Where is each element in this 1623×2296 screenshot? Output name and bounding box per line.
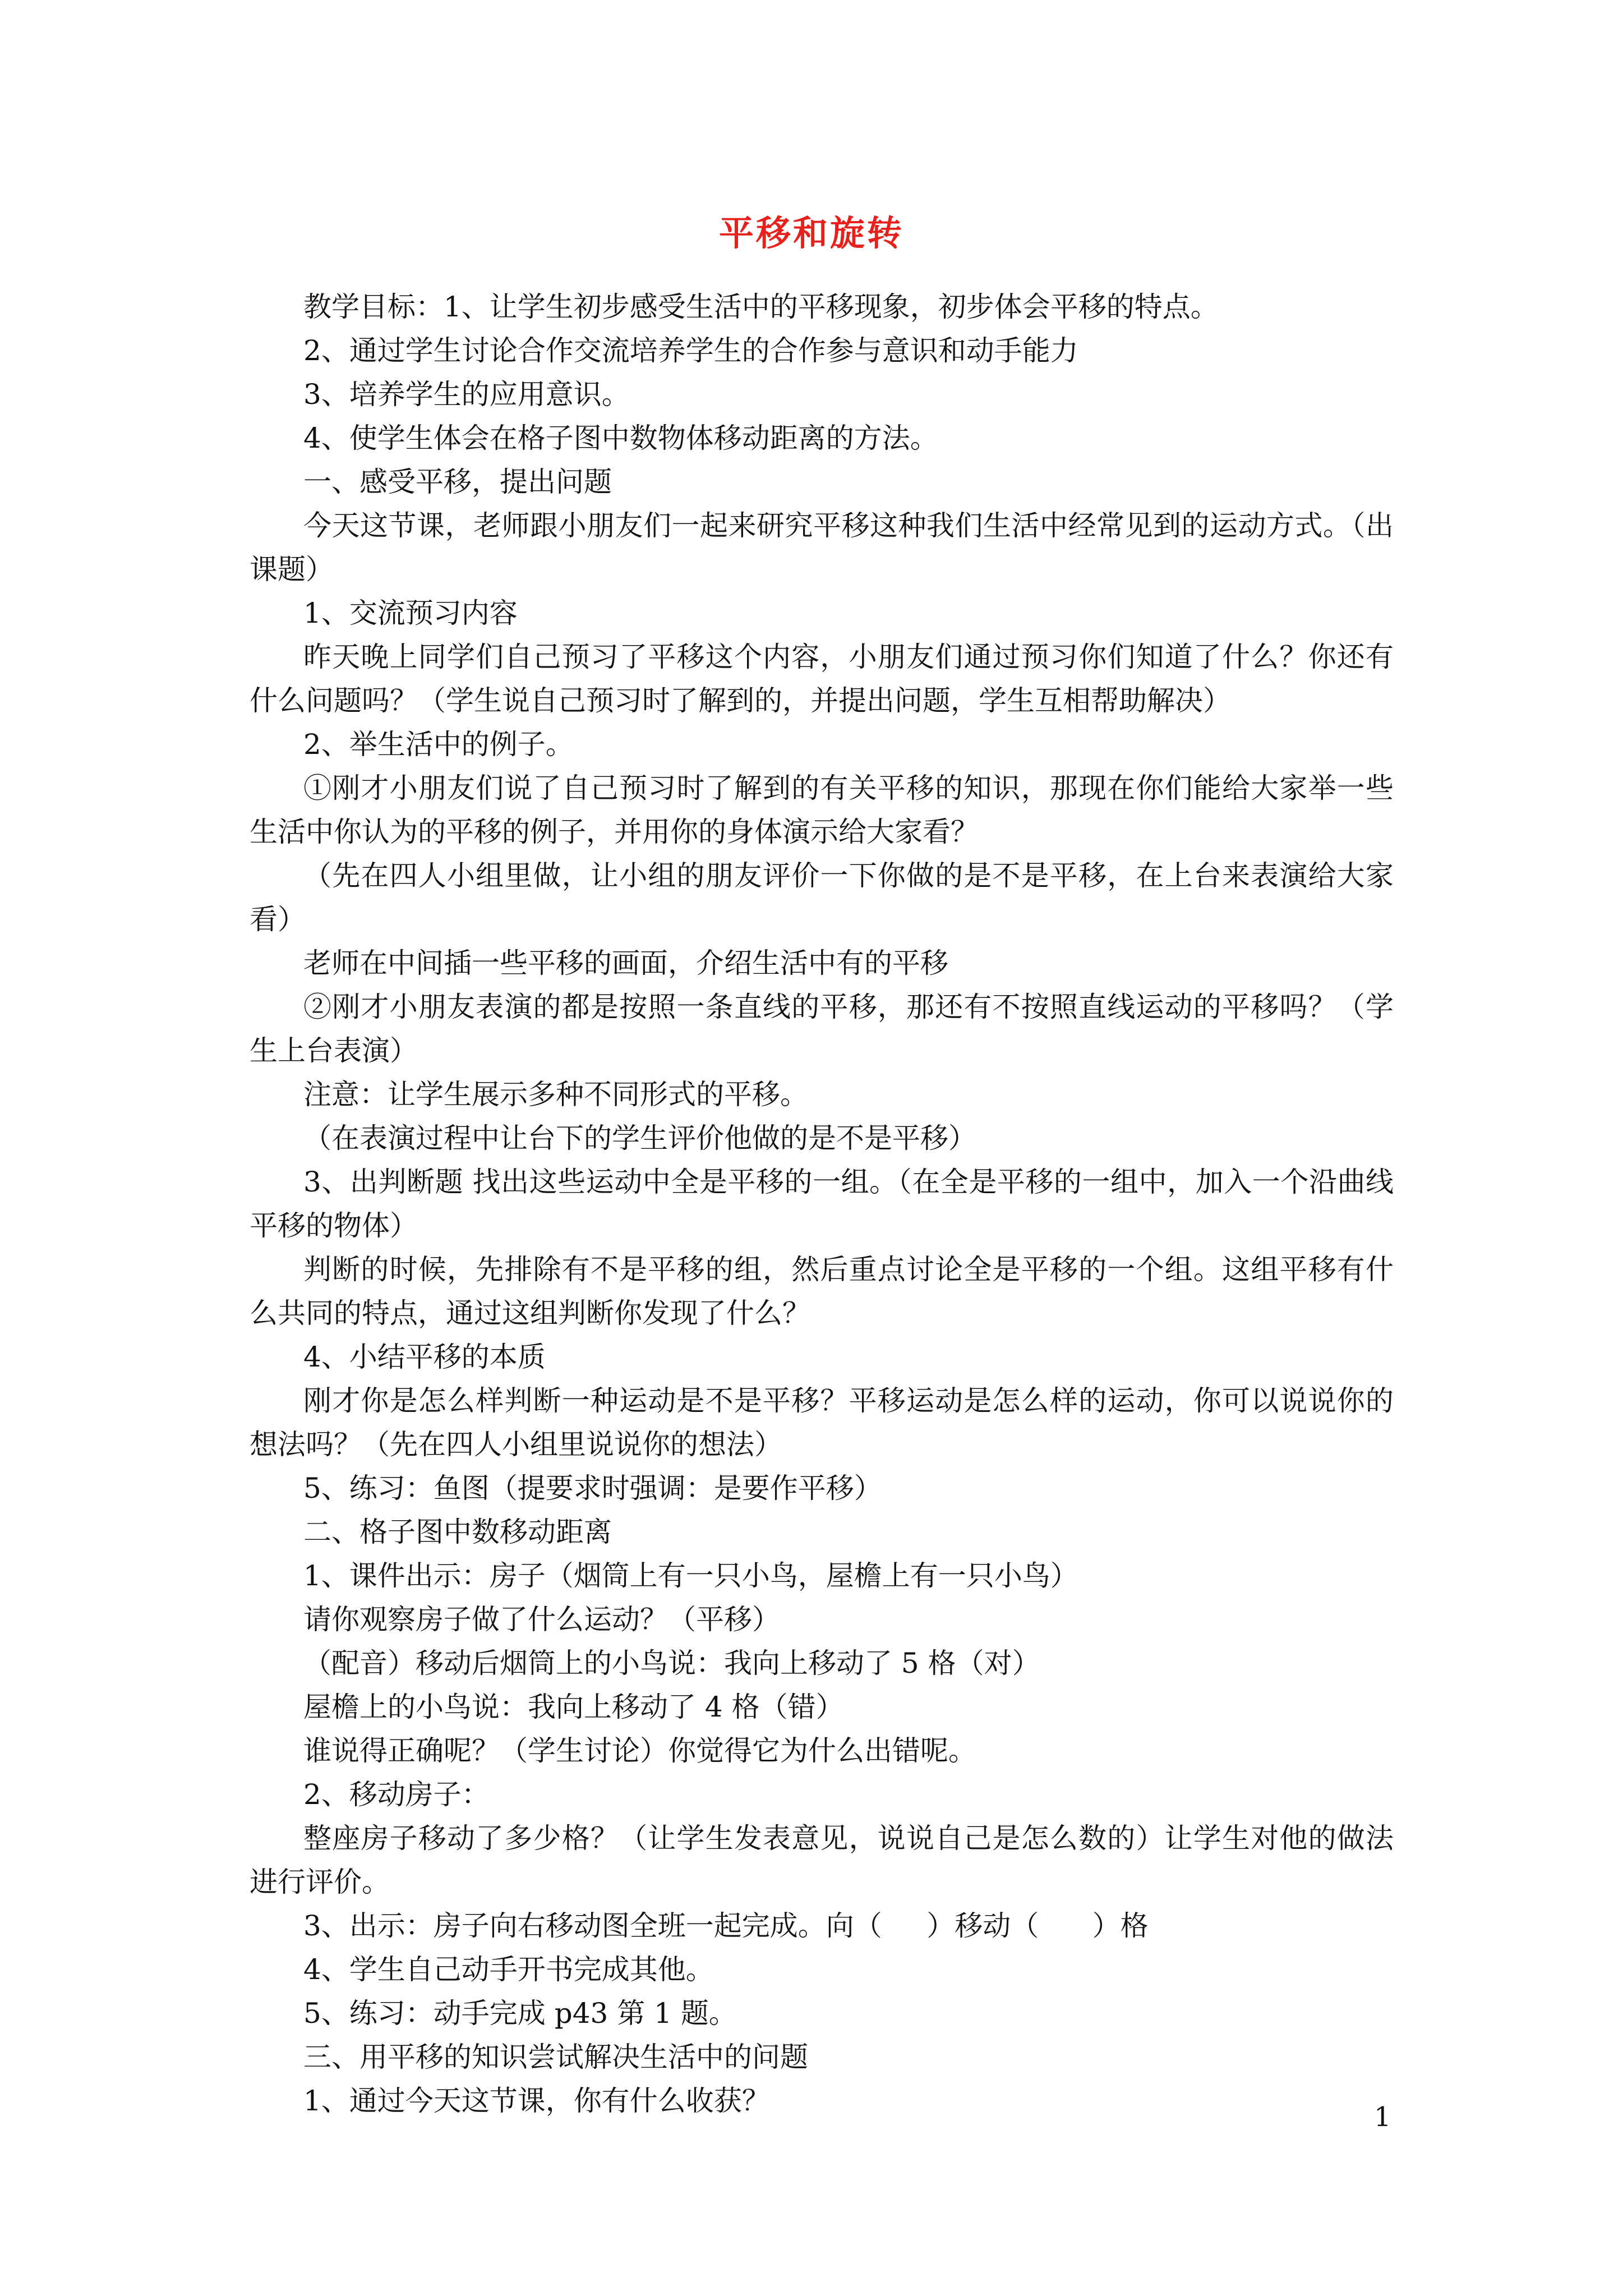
paragraph: ①刚才小朋友们说了自己预习时了解到的有关平移的知识，那现在你们能给大家举一些生活中你认为的平移的例子，并用你的身体演示给大家看？ xyxy=(250,772,1394,848)
paragraph: （配音）移动后烟筒上的小鸟说：我向上移动了 5 格（对） xyxy=(303,1647,1040,1680)
paragraph: （在表演过程中让台下的学生评价他做的是不是平移） xyxy=(303,1122,976,1154)
paragraph: 昨天晚上同学们自己预习了平移这个内容，小朋友们通过预习你们知道了什么？你还有什么问题吗？（学生说自己预习时了解到的，并提出问题，学生互相帮助解决） xyxy=(250,641,1394,717)
paragraph: 整座房子移动了多少格？（让学生发表意见，说说自己是怎么数的）让学生对他的做法进行评价。 xyxy=(250,1822,1394,1898)
paragraph-teaching-goal-3: 3、培养学生的应用意识。 xyxy=(303,378,630,411)
document-body xyxy=(250,285,1394,2123)
paragraph: 刚才你是怎么样判断一种运动是不是平移？平移运动是怎么样的运动，你可以说说你的想法吗？（先在四人小组里说说你的想法） xyxy=(250,1384,1394,1461)
paragraph: ②刚才小朋友表演的都是按照一条直线的平移，那还有不按照直线运动的平移吗？（学生上台表演） xyxy=(250,991,1394,1067)
paragraph: 今天这节课，老师跟小朋友们一起来研究平移这种我们生活中经常见到的运动方式。（出课题） xyxy=(250,509,1394,586)
subheading: 2、移动房子： xyxy=(303,1778,490,1811)
paragraph: 1、课件出示：房子（烟筒上有一只小鸟，屋檐上有一只小鸟） xyxy=(303,1559,1078,1592)
section-heading-3: 三、用平移的知识尝试解决生活中的问题 xyxy=(303,2041,808,2073)
section-heading-1: 一、感受平移，提出问题 xyxy=(303,466,612,498)
paragraph: 注意：让学生展示多种不同形式的平移。 xyxy=(303,1078,808,1111)
paragraph: （先在四人小组里做，让小组的朋友评价一下你做的是不是平移，在上台来表演给大家看） xyxy=(250,859,1394,936)
paragraph: 屋檐上的小鸟说：我向上移动了 4 格（错） xyxy=(303,1691,844,1723)
paragraph: 4、学生自己动手开书完成其他。 xyxy=(303,1953,714,1986)
paragraph: 5、练习：鱼图（提要求时强调：是要作平移） xyxy=(303,1472,882,1504)
paragraph: 5、练习：动手完成 p43 第 1 题。 xyxy=(303,1997,737,2030)
paragraph: 3、出判断题 找出这些运动中全是平移的一组。（在全是平移的一组中，加入一个沿曲线平移的物体） xyxy=(250,1166,1394,1242)
paragraph-teaching-goal-1: 教学目标：1、让学生初步感受生活中的平移现象，初步体会平移的特点。 xyxy=(303,291,1219,323)
paragraph: 请你观察房子做了什么运动？（平移） xyxy=(303,1603,780,1636)
paragraph-teaching-goal-4: 4、使学生体会在格子图中数物体移动距离的方法。 xyxy=(303,422,938,454)
subheading: 1、交流预习内容 xyxy=(303,597,518,629)
paragraph: 谁说得正确呢？（学生讨论）你觉得它为什么出错呢。 xyxy=(303,1734,976,1767)
paragraph: 3、出示：房子向右移动图全班一起完成。向（ ）移动（ ）格 xyxy=(303,1910,1149,1942)
subheading: 4、小结平移的本质 xyxy=(303,1341,546,1373)
paragraph: 1、通过今天这节课，你有什么收获？ xyxy=(303,2085,770,2117)
subheading: 2、举生活中的例子。 xyxy=(303,728,574,761)
page-number: 1 xyxy=(1374,2101,1391,2133)
paragraph: 判断的时候，先排除有不是平移的组，然后重点讨论全是平移的一个组。这组平移有什么共同的特点，通过这组判断你发现了什么？ xyxy=(250,1253,1394,1329)
document-title: 平移和旋转 xyxy=(718,213,904,254)
section-heading-2: 二、格子图中数移动距离 xyxy=(303,1516,612,1548)
paragraph: 老师在中间插一些平移的画面，介绍生活中有的平移 xyxy=(303,947,948,979)
paragraph-teaching-goal-2: 2、通过学生讨论合作交流培养学生的合作参与意识和动手能力 xyxy=(303,334,1078,367)
